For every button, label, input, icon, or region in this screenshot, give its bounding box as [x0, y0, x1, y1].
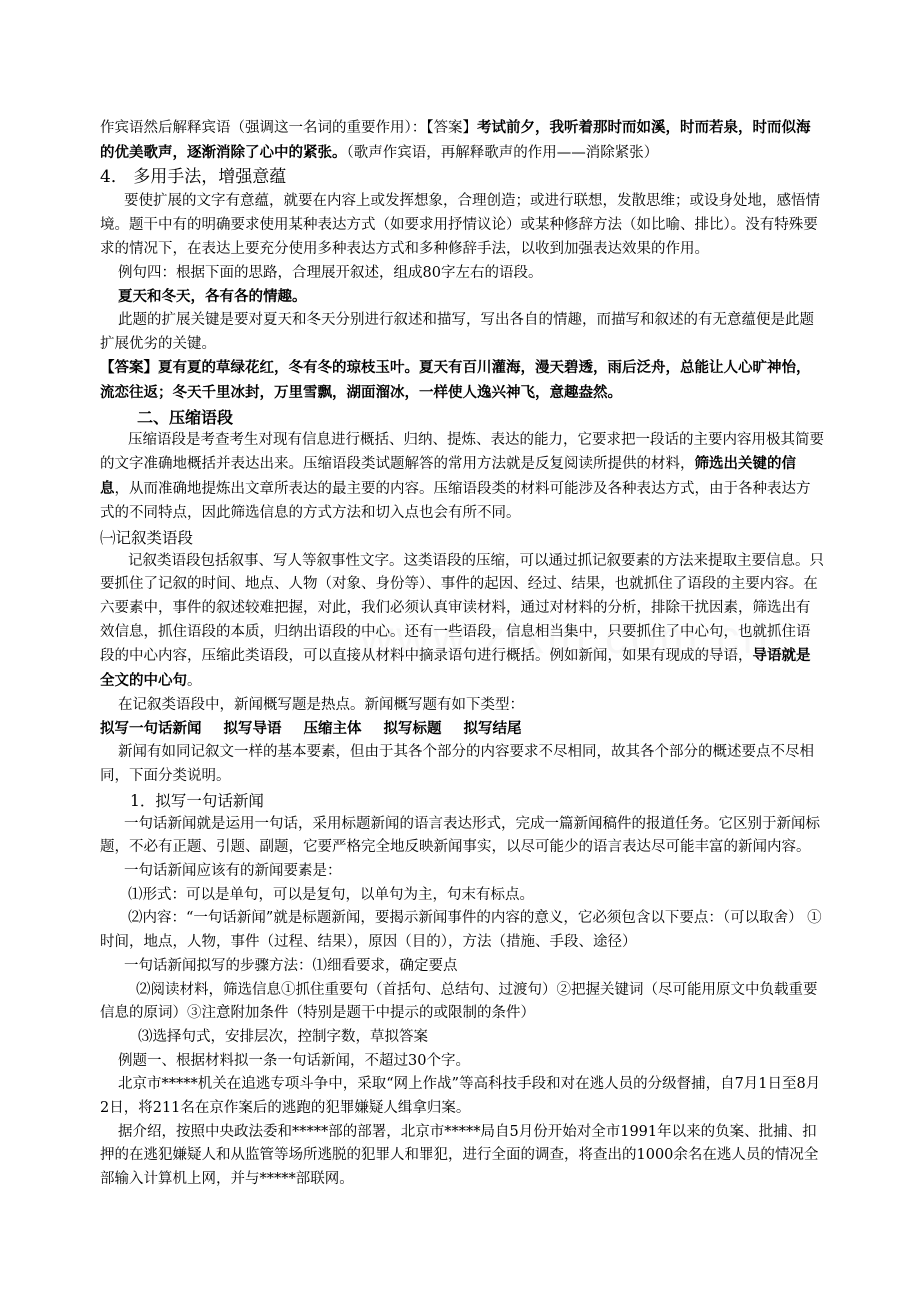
paragraph-answer-example: [100, 116, 824, 165]
paragraph: [100, 429, 824, 526]
document-page: [100, 116, 824, 1192]
section-heading-4: 4． 多用手法，增强意蕴: [100, 167, 287, 188]
paragraph: 一句话新闻拟写的步骤方法：⑴细看要求，确定要点: [124, 957, 458, 974]
answer-text: 考试前夕，我听着那时而如溪，时而若泉，时而似海的优美歌声，逐渐消除了心中的紧张。: [100, 119, 811, 161]
text: 压缩语段是考查考生对现有信息进行概括、归纳、提炼、表达的能力，它要求把一段话的主要内容用极其简要的文字准确地概括并表达出来。压缩语段类试题解答的常用方法就是反复阅读所提供的材料，: [100, 431, 824, 473]
answer-tag: 【答案】: [100, 359, 158, 377]
paragraph: 北京市*****机关在追逃专项斗争中，采取“网上作战”等高科技手段和对在逃人员的分级督捕，自7月1日至8月2日，将211名在京作案后的逃跑的犯罪嫌疑人缉拿归案。: [100, 1076, 821, 1117]
paragraph: 要使扩展的文字有意蕴，就要在内容上或发挥想象，合理创造；或进行联想，发散思维；或设身处地，感悟情境。题干中有的明确要求使用某种表达方式（如要求用抒情议论）或某种修辞方法（如比喻、排比）。没有特殊要求的情况下，在表达上要充分使用多种表达方式和多种修辞手法，以收到加强表达效果的作用。: [100, 193, 820, 257]
paragraph: 在记叙类语段中，新闻概写题是热点。新闻概写题有如下类型：: [118, 696, 524, 713]
bold-text: 筛选出关键的信息: [100, 455, 796, 498]
paragraph: 一句话新闻应该有的新闻要素是：: [124, 862, 342, 879]
text: 。: [187, 673, 202, 690]
paragraph-example-1: 例题一、根据材料拟一条一句话新闻，不超过30个字。: [118, 1052, 470, 1069]
answer-text: 夏有夏的草绿花红，冬有冬的琼枝玉叶。夏天有百川灌海，漫天碧透，雨后泛舟，总能让人心旷神怡，流恋往返；冬天千里冰封，万里雪飘，湖面溜冰，一样使人逸兴神飞，意趣盎然。: [100, 359, 811, 402]
paragraph: ⑶选择句式，安排层次，控制字数，草拟答案: [138, 1028, 428, 1045]
paragraph: 此题的扩展关键是要对夏天和冬天分别进行叙述和描写，写出各自的情趣，而描写和叙述的有无意蕴便是此题扩展优劣的关键。: [100, 311, 814, 352]
answer-tag: 【答案】: [426, 120, 477, 136]
subsection-heading-1: 1．拟写一句话新闻: [130, 791, 264, 810]
paragraph: [100, 550, 824, 694]
paragraph: ⑴形式：可以是单句，可以是复句，以单句为主，句末有标点。: [128, 886, 534, 903]
paragraph: ⑵内容：“一句话新闻”就是标题新闻，要揭示新闻事件的内容的意义，它必须包含以下要点：（可以取舍） ①时间，地点，人物，事件（过程、结果），原因（目的），方法（措施、手段、途径）: [100, 910, 822, 951]
paragraph: 据介绍，按照中央政法委和*****部的部署，北京市*****局自5月份开始对全市1991年以来的负案、批捕、扣押的在逃犯嫌疑人和从监管等场所逃脱的犯罪人和罪犯，进行全面的调查，将查出的1000余名在逃人员的情况全部输入计算机上网，并与*****部联网。: [100, 1123, 819, 1188]
text: （歌声作宾语，再解释歌声的作用——消除紧张）: [346, 144, 659, 161]
paragraph: 新闻有如同记叙文一样的基本要素，但由于其各个部分的内容要求不尽相同，故其各个部分的概述要点不尽相同，下面分类说明。: [100, 744, 814, 784]
text: 作宾语然后解释宾语（强调这一名词的重要作用）：: [100, 120, 427, 136]
news-type-item: 拟写标题: [383, 720, 442, 738]
news-type-item: 拟写导语: [223, 720, 282, 738]
example-prompt: 夏天和冬天，各有各的情趣。: [118, 288, 307, 306]
text: ，从而准确地提炼出文章所表达的最主要的内容。压缩语段类的材料可能涉及各种表达方式，由于各种表达方式的不同特点，因此筛选信息的方式方法和切入点也会有所不同。: [100, 481, 811, 521]
news-types-list: [100, 717, 824, 741]
paragraph: ⑵阅读材料，筛选信息①抓住重要句（首括句、总结句、过渡句）②把握关键词（尽可能用原文中负载重要信息的原词）③注意附加条件（特别是题干中提示的或限制的条件）: [100, 981, 818, 1022]
text: 记叙类语段包括叙事、写人等叙事性文字。这类语段的压缩，可以通过抓记叙要素的方法来提取主要信息。只要抓住了记叙的时间、地点、人物（对象、身份等）、事件的起因、经过、结果，也就抓住了语段的主要内容。在六要素中，事件的叙述较难把握，对此，我们必须认真审读材料，通过对材料的分析，排除干扰因素，筛选出有效信息，抓住语段的本质，归纳出语段的中心。还有一些语段，信息相当集中，只要抓住了中心句，也就抓住语段的中心内容，压缩此类语段，可以直接从材料中摘录语句进行概括。例如新闻，如果有现成的导语，: [100, 552, 824, 665]
bold-text: 导语就是全文的中心句: [100, 647, 811, 690]
paragraph: 一句话新闻就是运用一句话，采用标题新闻的语言表达形式，完成一篇新闻稿件的报道任务。它区别于新闻标题，不必有正题、引题、副题，它要严格完全地反映新闻事实，以尽可能少的语言表达尽可能丰富的新闻内容。: [100, 815, 820, 856]
news-type-item: 拟写结尾: [463, 720, 522, 738]
news-type-item: 压缩主体: [303, 720, 362, 738]
subsection-heading-narrative: ㈠记叙类语段: [100, 528, 194, 547]
paragraph-answer: [100, 356, 824, 405]
news-type-item: 拟写一句话新闻: [100, 720, 202, 738]
section-heading-two: 二、压缩语段: [137, 407, 234, 427]
paragraph-example-4: 例句四：根据下面的思路，合理展开叙述，组成80字左右的语段。: [118, 264, 543, 281]
